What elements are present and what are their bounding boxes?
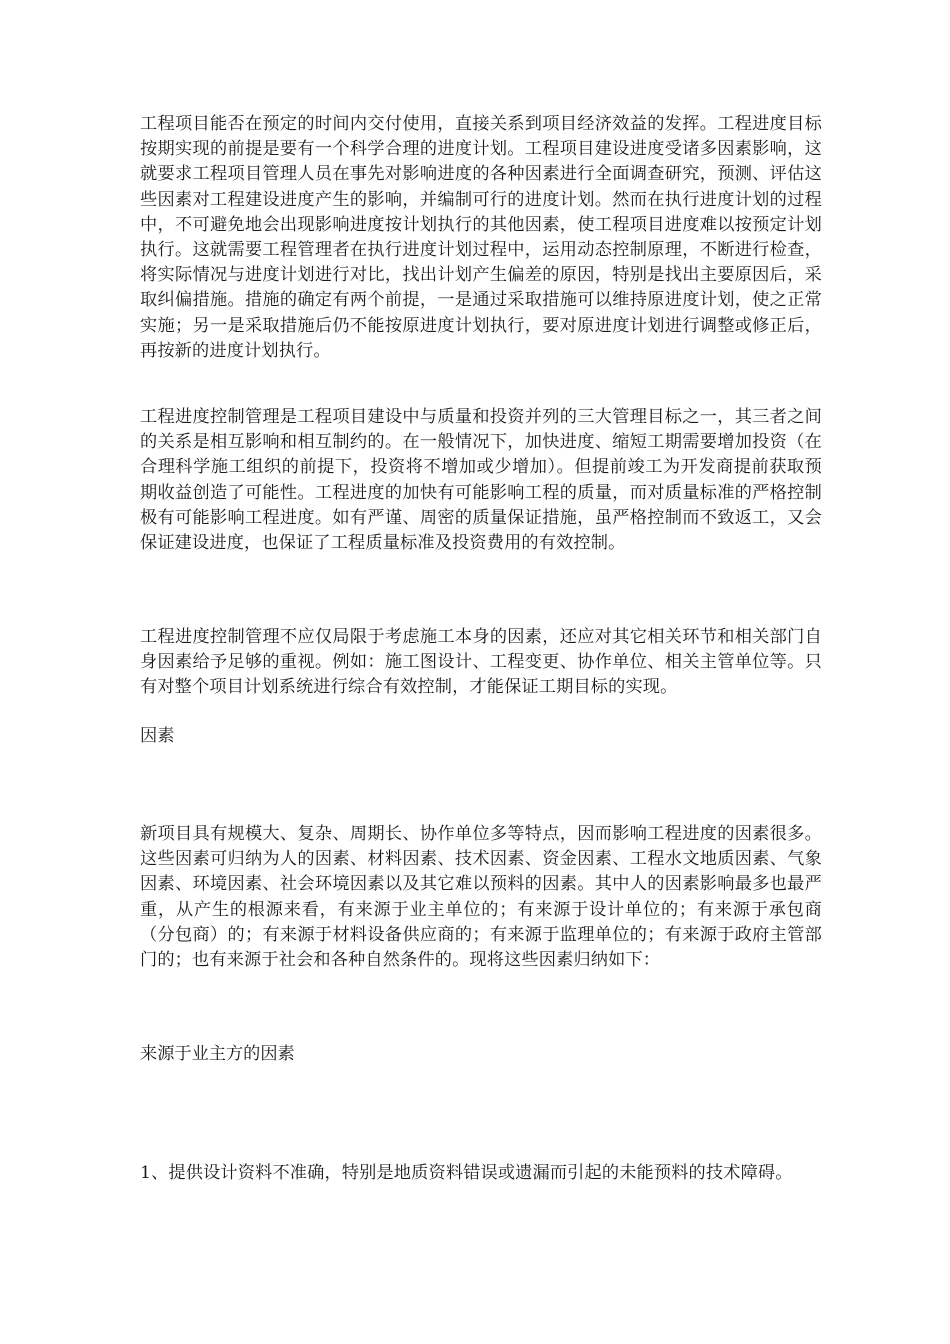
paragraph-factor-overview: 新项目具有规模大、复杂、周期长、协作单位多等特点，因而影响工程进度的因素很多。这些因素可归纳为人的因素、材料因素、技术因素、资金因素、工程水文地质因素、气象因素、环境因素、社会环境因素以及其它难以预料的因素。其中人的因素影响最多也最严重，从产生的根源来看，有来源于业主单位的；有来源于设计单位的；有来源于承包商（分包商）的；有来源于材料设备供应商的；有来源于监理单位的；有来源于政府主管部门的；也有来源于社会和各种自然条件的。现将这些因素归纳如下： <box>140 824 822 971</box>
section-heading-owner-factors: 来源于业主方的因素 <box>140 1044 295 1064</box>
paragraph-schedule-importance: 工程项目能否在预定的时间内交付使用，直接关系到项目经济效益的发挥。工程进度目标按期实现的前提是要有一个科学合理的进度计划。工程项目建设进度受诸多因素影响，这就要求工程项目管理人员在事先对影响进度的各种因素进行全面调查研究，预测、评估这些因素对工程建设进度产生的影响，并编制可行的进度计划。然而在执行进度计划的过程中，不可避免地会出现影响进度按计划执行的其他因素，使工程项目进度难以按预定计划执行。这就需要工程管理者在执行进度计划过程中，运用动态控制原理，不断进行检查，将实际情况与进度计划进行对比，找出计划产生偏差的原因，特别是找出主要原因后，采取纠偏措施。措施的确定有两个前提，一是通过采取措施可以维持原进度计划，使之正常实施；另一是采取措施后仍不能按原进度计划执行，要对原进度计划进行调整或修正后，再按新的进度计划执行。 <box>140 114 822 361</box>
paragraph-related-factors: 工程进度控制管理不应仅局限于考虑施工本身的因素，还应对其它相关环节和相关部门自身因素给予足够的重视。例如：施工图设计、工程变更、协作单位、相关主管单位等。只有对整个项目计划系统进行综合有效控制，才能保证工期目标的实现。 <box>140 627 822 698</box>
section-heading-factors: 因素 <box>140 726 175 746</box>
list-item-design-data: 1、提供设计资料不准确，特别是地质资料错误或遗漏而引起的未能预料的技术障碍。 <box>140 1163 793 1183</box>
paragraph-schedule-quality-investment: 工程进度控制管理是工程项目建设中与质量和投资并列的三大管理目标之一，其三者之间的关系是相互影响和相互制约的。在一般情况下，加快进度、缩短工期需要增加投资（在合理科学施工组织的前提下，投资将不增加或少增加）。但提前竣工为开发商提前获取预期收益创造了可能性。工程进度的加快有可能影响工程的质量，而对质量标准的严格控制极有可能影响工程进度。如有严谨、周密的质量保证措施，虽严格控制而不致返工，又会保证建设进度，也保证了工程质量标准及投资费用的有效控制。 <box>140 407 822 554</box>
